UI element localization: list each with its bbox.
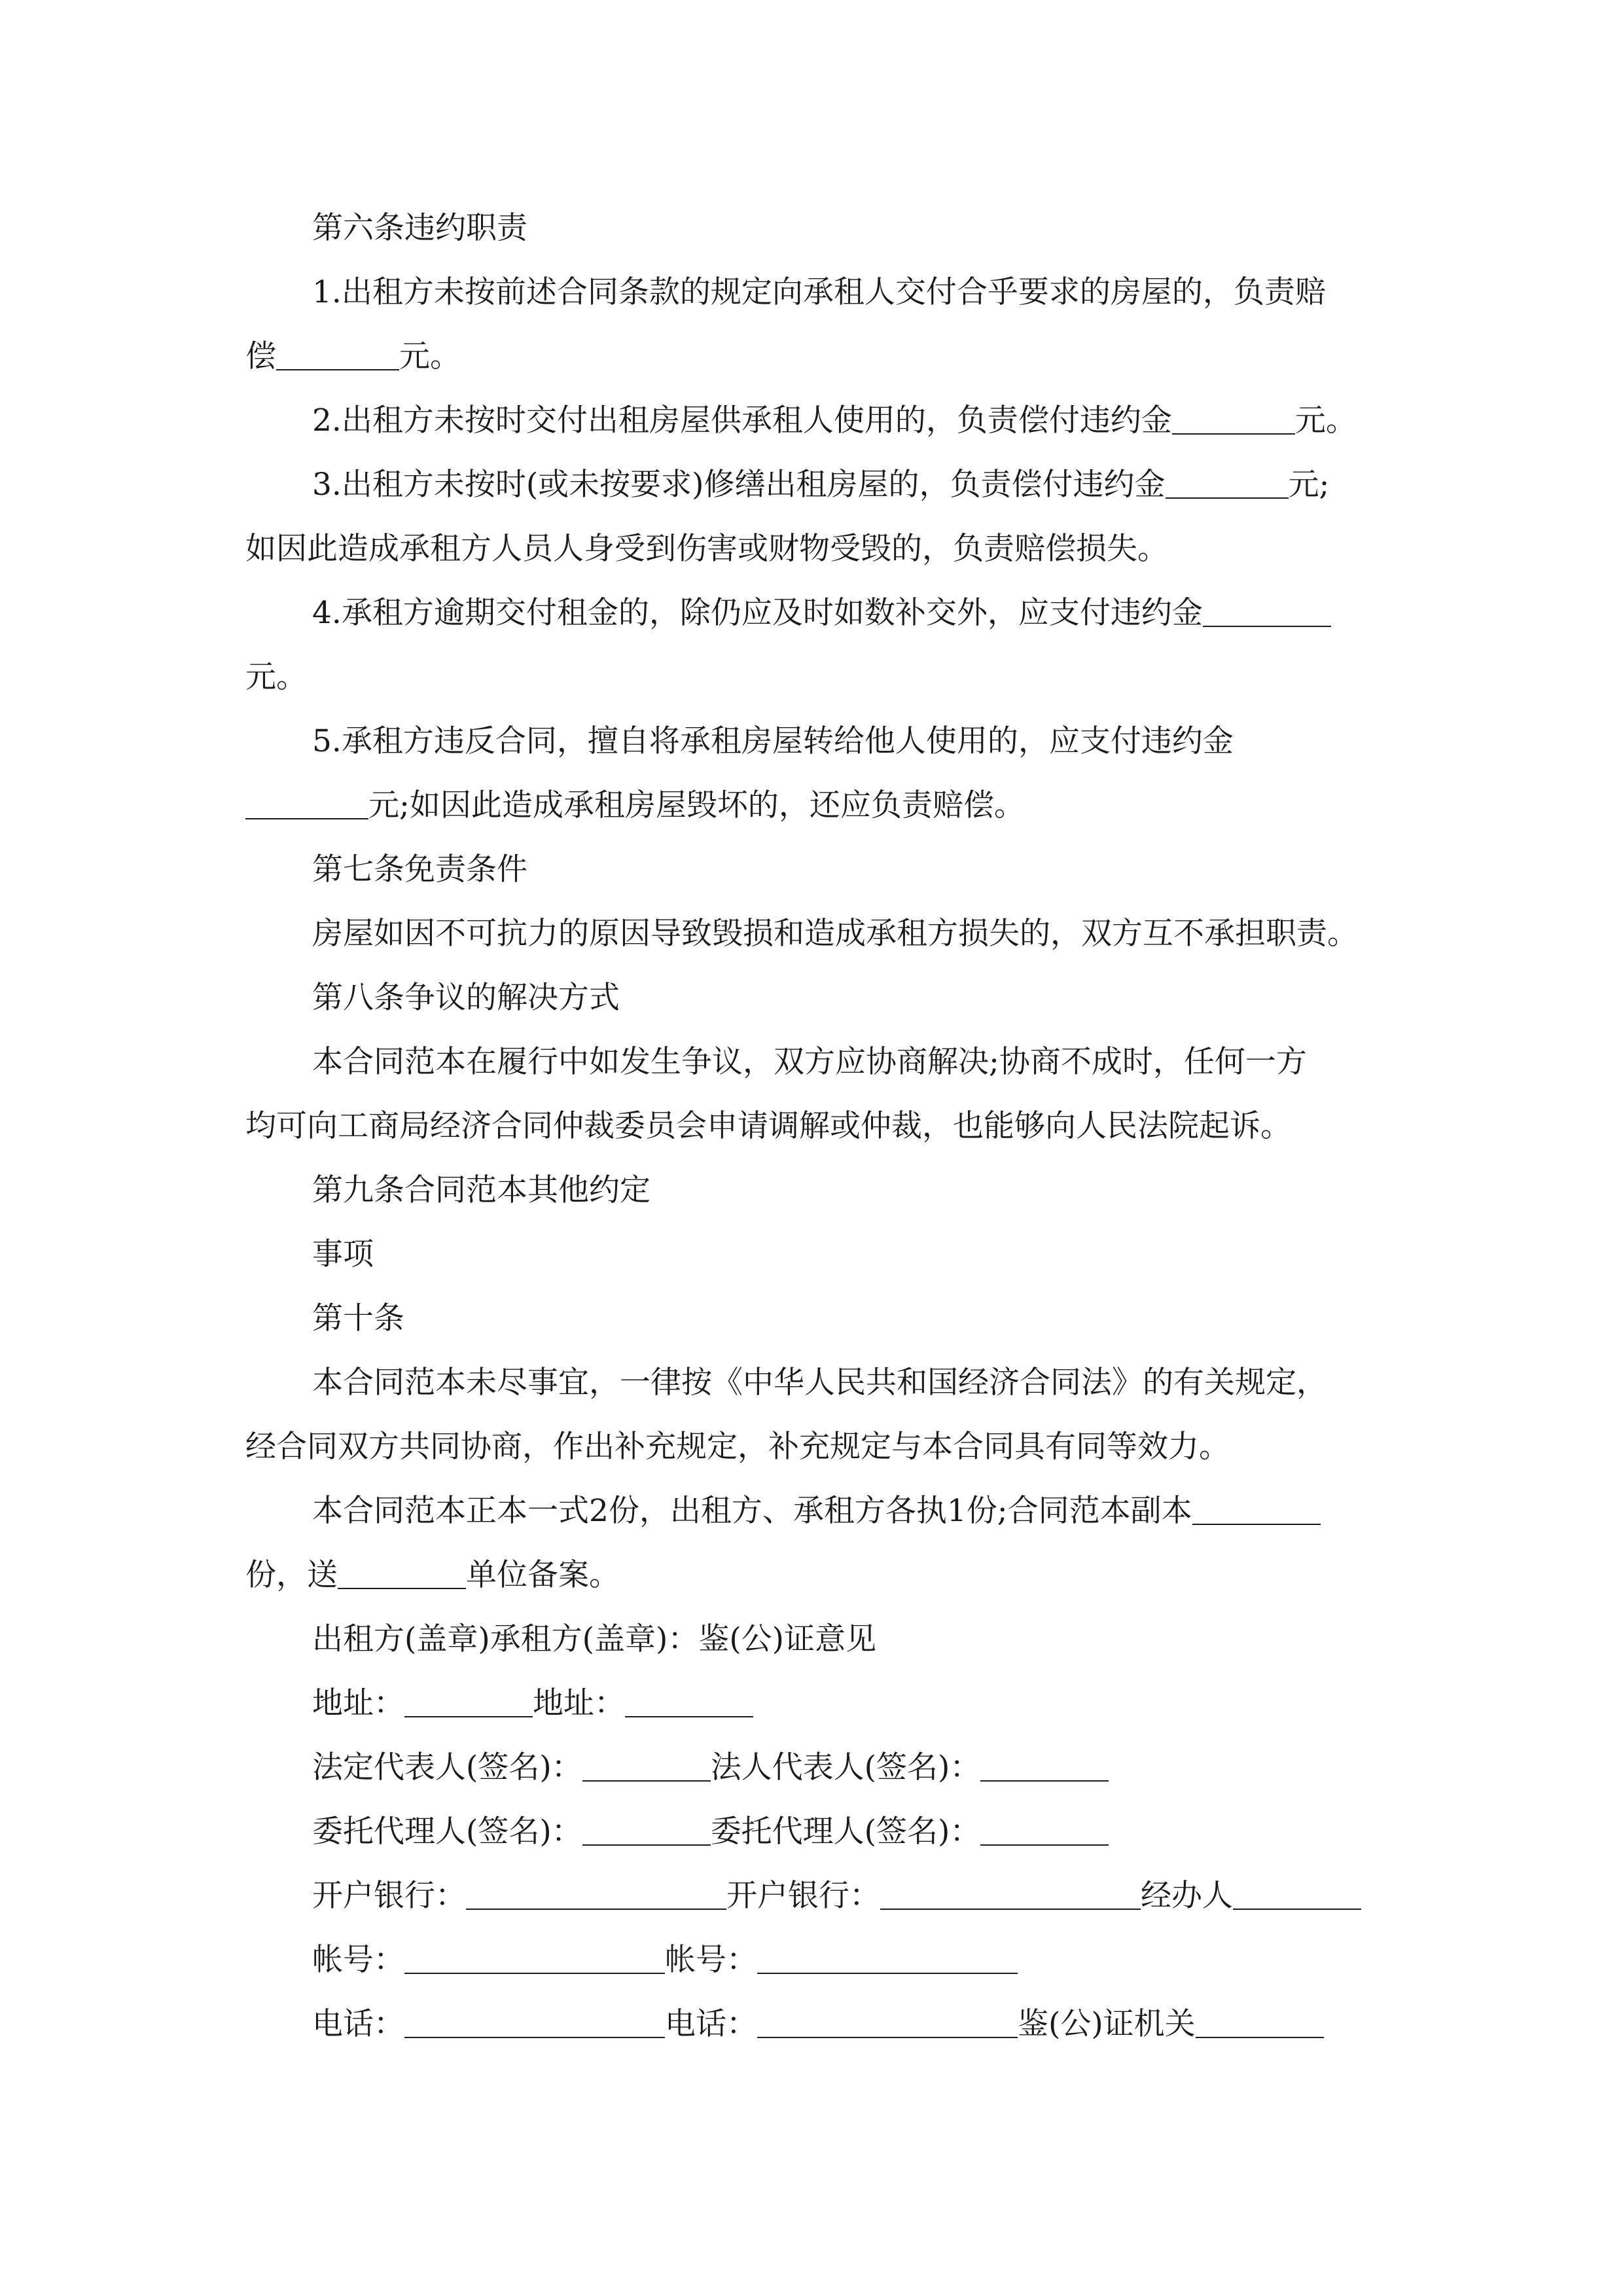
article-8-body-text-cont: 均可向工商局经济合同仲裁委员会申请调解或仲裁，也能够向人民法院起诉。 <box>245 1108 1291 1144</box>
fill-in-blank <box>582 1814 711 1846</box>
fill-in-blank <box>1166 467 1289 499</box>
article-10-body-text: 本合同范本未尽事宜，一律按《中华人民共和国经济合同法》的有关规定， <box>312 1365 1327 1401</box>
fill-in-blank <box>980 1750 1109 1782</box>
article-6-item-4-text: 4.承租方逾期交付租金的，除仍应及时如数补交外，应支付违约金 <box>312 595 1203 631</box>
article-8-body-line-1 <box>245 1030 1384 1094</box>
article-9-subtitle-text: 事项 <box>312 1236 374 1272</box>
lessee-address-label: 地址： <box>533 1685 625 1721</box>
handler-label: 经办人 <box>1141 1878 1233 1914</box>
article-9-title <box>245 1158 1384 1223</box>
article-6-item-3-line-2 <box>245 517 1384 581</box>
article-6-item-4-line-2 <box>245 645 1384 709</box>
lessor-account-label: 帐号： <box>312 1942 404 1978</box>
fill-in-blank <box>757 1943 1018 1974</box>
signature-header-text: 出租方(盖章)承租方(盖章)：鉴(公)证意见 <box>312 1621 877 1657</box>
fill-in-blank <box>757 2007 1018 2038</box>
phone-row <box>245 1992 1384 2056</box>
article-6-item-4-unit: 元。 <box>245 659 307 695</box>
fill-in-blank <box>276 339 399 370</box>
fill-in-blank <box>245 788 368 819</box>
fill-in-blank <box>466 1878 726 1910</box>
article-9-subtitle <box>245 1223 1384 1287</box>
article-6-title <box>245 196 1384 260</box>
article-6-item-1-line-2 <box>245 325 1384 389</box>
lessor-bank-label: 开户银行： <box>312 1878 466 1914</box>
article-6-item-2-text: 2.出租方未按时交付出租房屋供承租人使用的，负责偿付违约金 <box>312 403 1172 439</box>
article-7-body <box>245 902 1384 966</box>
fill-in-blank <box>1203 596 1331 627</box>
article-10-body-line-1 <box>245 1351 1384 1415</box>
article-6-item-5-text-cont: 元;如因此造成承租房屋毁坏的，还应负责赔偿。 <box>368 787 1025 823</box>
article-6-item-4-line-1 <box>245 581 1384 645</box>
copies-text-end: 单位备案。 <box>466 1557 620 1593</box>
article-10-body-line-2 <box>245 1415 1384 1479</box>
legal-rep-row <box>245 1736 1384 1800</box>
article-10-title <box>245 1287 1384 1351</box>
article-6-item-1-text: 1.出租方未按前述合同条款的规定向承租人交付合乎要求的房屋的，负责赔 <box>312 274 1326 310</box>
article-7-title-text: 第七条免责条件 <box>312 852 527 888</box>
article-8-body-text: 本合同范本在履行中如发生争议，双方应协商解决;协商不成时，任何一方 <box>312 1044 1307 1080</box>
article-6-item-3-text: 3.出租方未按时(或未按要求)修缮出租房屋的，负责偿付违约金 <box>312 467 1166 503</box>
article-6-item-3-line-1 <box>245 453 1384 517</box>
article-6-item-2 <box>245 389 1384 453</box>
fill-in-blank <box>1233 1878 1361 1910</box>
fill-in-blank <box>880 1878 1141 1910</box>
lessee-legal-rep-label: 法人代表人(签名)： <box>710 1749 981 1785</box>
article-6-item-1-unit: 元。 <box>399 338 461 374</box>
fill-in-blank <box>1196 2007 1324 2038</box>
signature-header <box>245 1607 1384 1672</box>
copies-line-1 <box>245 1479 1384 1543</box>
address-row <box>245 1672 1384 1736</box>
lessor-legal-rep-label: 法定代表人(签名)： <box>312 1749 582 1785</box>
lessor-address-label: 地址： <box>312 1685 404 1721</box>
article-8-title <box>245 966 1384 1030</box>
lessee-account-label: 帐号： <box>665 1942 757 1978</box>
fill-in-blank <box>338 1558 466 1589</box>
article-10-title-text: 第十条 <box>312 1300 404 1336</box>
article-7-body-text: 房屋如因不可抗力的原因导致毁损和造成承租方损失的，双方互不承担职责。 <box>312 916 1358 952</box>
article-6-item-2-unit: 元。 <box>1294 403 1357 439</box>
article-6-item-5-line-2 <box>245 774 1384 838</box>
lessor-agent-label: 委托代理人(签名)： <box>312 1814 582 1850</box>
copies-text: 本合同范本正本一式2份，出租方、承租方各执1份;合同范本副本 <box>312 1493 1192 1529</box>
article-10-body-text-cont: 经合同双方共同协商，作出补充规定，补充规定与本合同具有同等效力。 <box>245 1429 1230 1465</box>
agent-row <box>245 1800 1384 1864</box>
bank-row <box>245 1864 1384 1928</box>
lessee-phone-label: 电话： <box>665 2006 757 2042</box>
fill-in-blank <box>582 1750 711 1782</box>
article-6-item-3-text-cont: 如因此造成承租方人员人身受到伤害或财物受毁的，负责赔偿损失。 <box>245 531 1168 567</box>
article-6-item-1-text-cont: 偿 <box>245 338 276 374</box>
fill-in-blank <box>404 1943 665 1974</box>
account-row <box>245 1928 1384 1992</box>
fill-in-blank <box>404 2007 665 2038</box>
lessee-bank-label: 开户银行： <box>726 1878 880 1914</box>
article-6-title-text: 第六条违约职责 <box>312 210 527 246</box>
fill-in-blank <box>1172 403 1295 435</box>
fill-in-blank <box>625 1686 753 1717</box>
fill-in-blank <box>404 1686 533 1717</box>
fill-in-blank <box>1192 1494 1321 1525</box>
lessor-phone-label: 电话： <box>312 2006 404 2042</box>
notary-label: 鉴(公)证机关 <box>1018 2006 1196 2042</box>
article-8-title-text: 第八条争议的解决方式 <box>312 980 620 1016</box>
fill-in-blank <box>980 1814 1109 1846</box>
article-6-item-5-text: 5.承租方违反合同，擅自将承租房屋转给他人使用的，应支付违约金 <box>312 723 1234 759</box>
article-6-item-3-unit: 元; <box>1288 467 1330 503</box>
lessee-agent-label: 委托代理人(签名)： <box>710 1814 981 1850</box>
article-8-body-line-2 <box>245 1094 1384 1158</box>
article-9-title-text: 第九条合同范本其他约定 <box>312 1172 651 1208</box>
article-6-item-5-line-1 <box>245 709 1384 774</box>
article-6-item-1-line-1 <box>245 260 1384 325</box>
contract-body <box>245 196 1384 2056</box>
copies-text-cont: 份，送 <box>245 1557 338 1593</box>
copies-line-2 <box>245 1543 1384 1607</box>
article-7-title <box>245 838 1384 902</box>
